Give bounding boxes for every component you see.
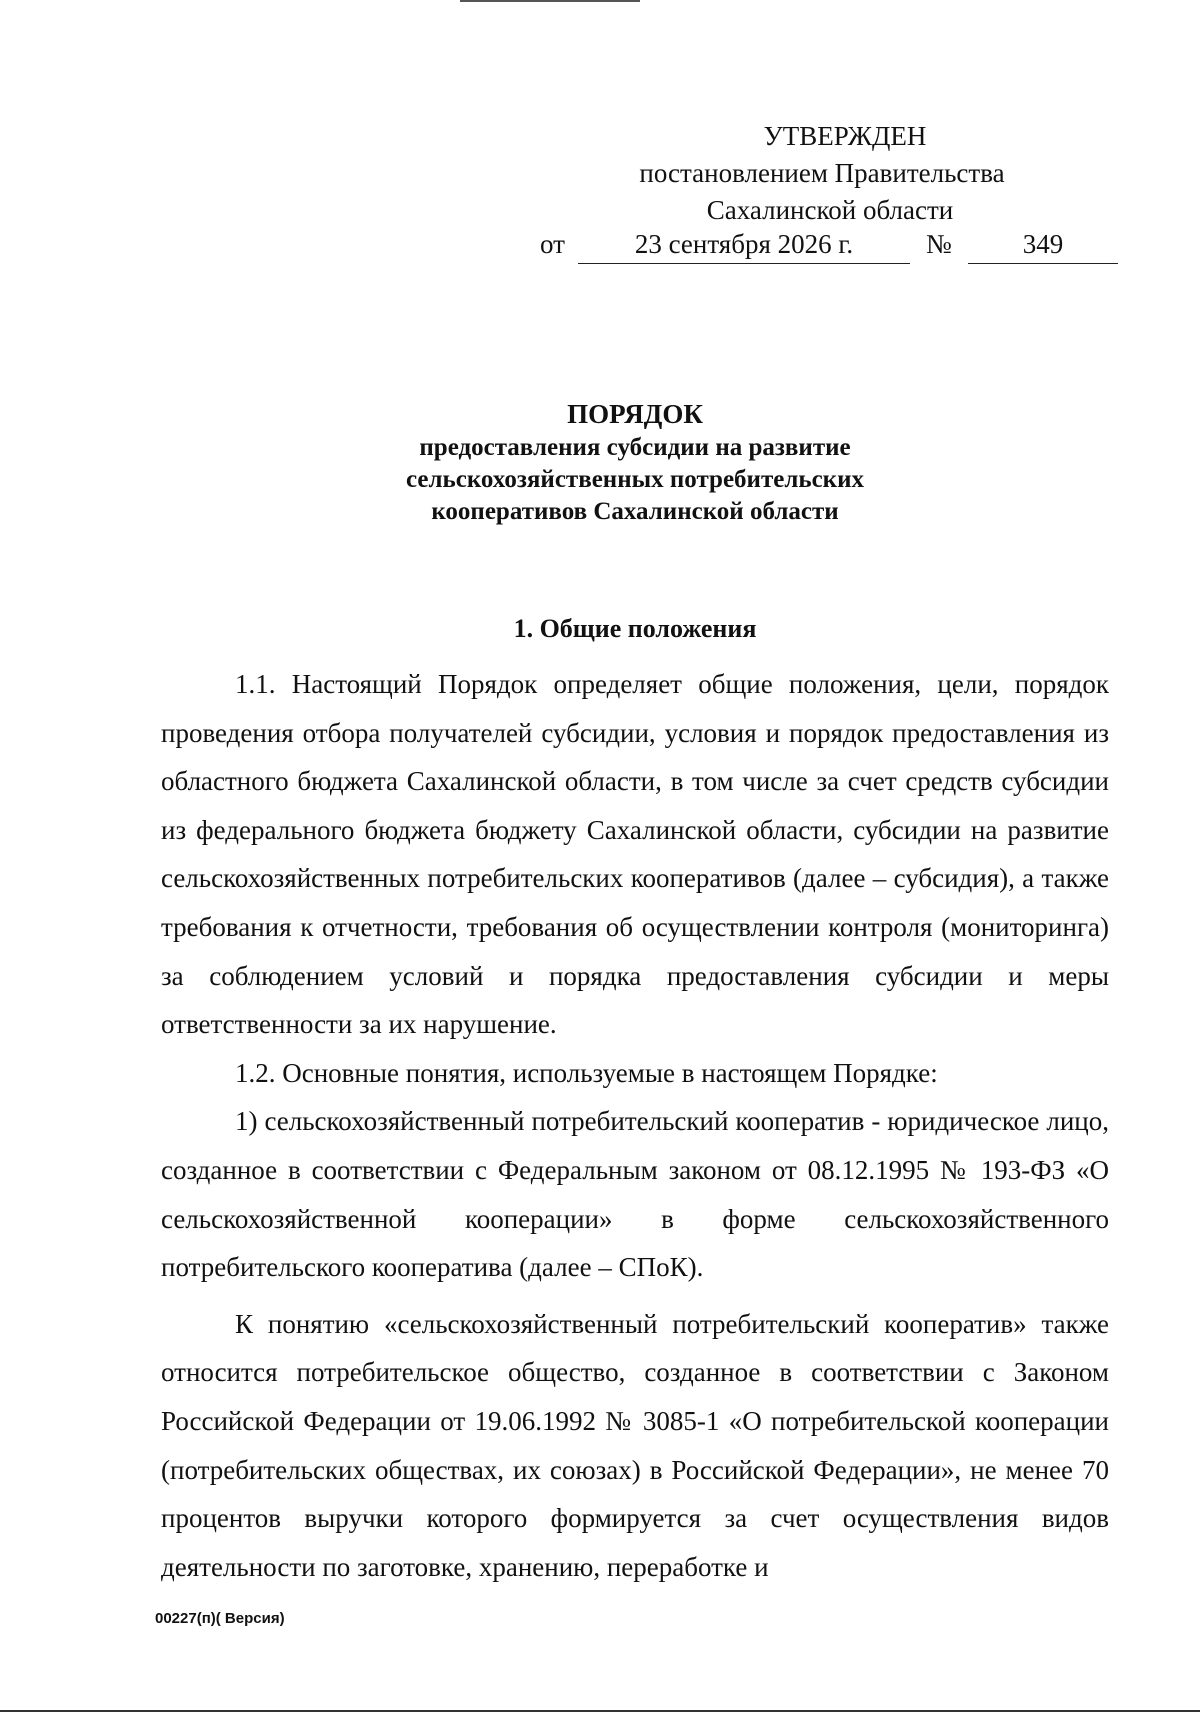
document-title — [140, 396, 1130, 528]
approved-region: Сахалинской области — [706, 195, 954, 225]
title-line-3: кооперативов Сахалинской области — [431, 498, 839, 525]
title-line-1: предоставления субсидии на развитие — [419, 434, 851, 461]
approved-by: постановлением Правительства — [639, 158, 1005, 188]
approval-date-row — [540, 226, 1120, 266]
approved-label: УТВЕРЖДЕН — [763, 121, 927, 151]
section-heading: 1. Общие положения — [513, 614, 757, 643]
approval-number: 349 — [968, 226, 1118, 264]
approval-stamp-block — [540, 118, 1120, 259]
section-body — [161, 660, 1109, 1591]
title-heading: ПОРЯДОК — [567, 399, 703, 429]
paragraph-definition-extension: К понятию «сельскохозяйственный потребительский кооператив» также относится потребительское общество, созданное в соответствии с Законом Российской Федерации от 19.06.1992 № 3085-1 «О потребительской кооперации (потребительских обществах, их союзах) в Российской Федерации», не менее 70 процентов выручки которого формируется за счет осуществления видов деятельности по заготовке, хранению, переработке и — [161, 1308, 1109, 1582]
from-label: от — [540, 229, 565, 259]
paragraph-1-2: 1.2. Основные понятия, используемые в настоящем Порядке: — [235, 1057, 938, 1088]
top-edge-rule — [460, 0, 640, 2]
footer-document-code: 00227(п)( Версия) — [155, 1610, 285, 1627]
approval-date: 23 сентября 2026 г. — [578, 226, 910, 264]
bottom-edge-rule — [0, 1710, 1200, 1712]
paragraph-1-1: 1.1. Настоящий Порядок определяет общие положения, цели, порядок проведения отбора получателей субсидии, условия и порядок предоставления из областного бюджета Сахалинской области, в том числе за счет средств субсидии из федерального бюджета бюджету Сахалинской области, субсидии на развитие сельскохозяйственных потребительских кооперативов (далее – субсидия), а также требования к отчетности, требования об осуществлении контроля (мониторинга) за соблюдением условий и порядка предоставления субсидии и меры ответственности за их нарушение. — [161, 669, 1109, 1040]
title-line-2: сельскохозяйственных потребительских — [406, 466, 864, 493]
paragraph-definition-1: 1) сельскохозяйственный потребительский кооператив - юридическое лицо, созданное в соответствии с Федеральным законом от 08.12.1995 № 193-ФЗ «О сельскохозяйственной кооперации» в форме сельскохозяйственного потребительского кооператива (далее – СПоК). — [161, 1106, 1109, 1283]
number-sign: № — [926, 229, 952, 259]
